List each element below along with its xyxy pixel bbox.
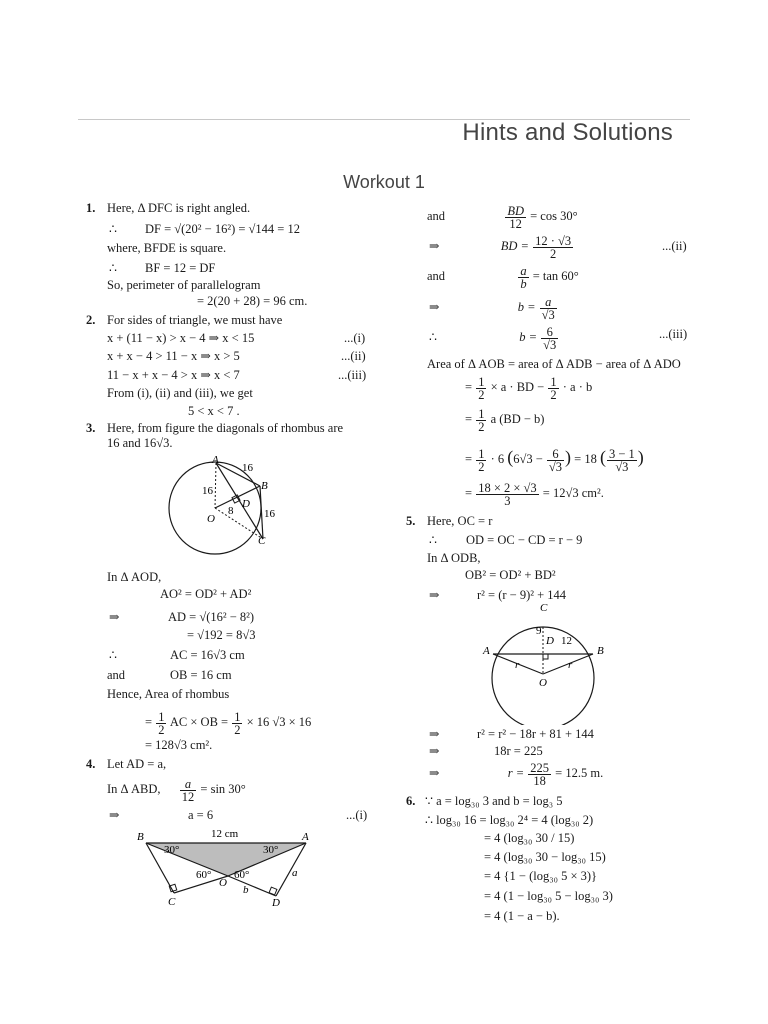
svg-text:r: r: [568, 659, 573, 671]
svg-text:16: 16: [242, 462, 253, 474]
svg-text:A: A: [212, 454, 219, 466]
svg-text:12 cm: 12 cm: [211, 828, 239, 840]
svg-text:8: 8: [228, 505, 234, 517]
svg-text:60°: 60°: [234, 869, 250, 881]
svg-text:12: 12: [561, 635, 572, 647]
circle-chord-figure: [480, 600, 610, 725]
svg-text:C: C: [258, 535, 266, 547]
svg-text:B: B: [261, 480, 268, 492]
svg-text:a: a: [292, 867, 298, 879]
svg-text:D: D: [546, 635, 554, 647]
section-title: Workout 1: [343, 172, 425, 192]
svg-text:D: D: [242, 498, 250, 510]
svg-text:O: O: [207, 513, 215, 525]
svg-text:30°: 30°: [263, 844, 279, 856]
svg-text:A: A: [483, 645, 490, 657]
rhombus-circle-figure: [160, 452, 290, 567]
svg-text:O: O: [219, 877, 227, 889]
svg-text:16: 16: [202, 485, 213, 497]
svg-text:16: 16: [264, 508, 275, 520]
svg-text:C: C: [540, 602, 548, 614]
svg-text:B: B: [137, 831, 144, 843]
svg-text:r: r: [515, 659, 520, 671]
svg-text:B: B: [597, 645, 604, 657]
page-title: Hints and Solutions: [462, 119, 673, 146]
svg-text:30°: 30°: [164, 844, 180, 856]
triangle-figure: [130, 826, 320, 911]
svg-text:b: b: [243, 884, 249, 896]
svg-text:C: C: [168, 896, 176, 908]
svg-text:60°: 60°: [196, 869, 212, 881]
svg-text:O: O: [539, 677, 547, 689]
svg-text:D: D: [272, 897, 280, 909]
svg-text:A: A: [302, 831, 309, 843]
svg-text:9: 9: [536, 625, 542, 637]
